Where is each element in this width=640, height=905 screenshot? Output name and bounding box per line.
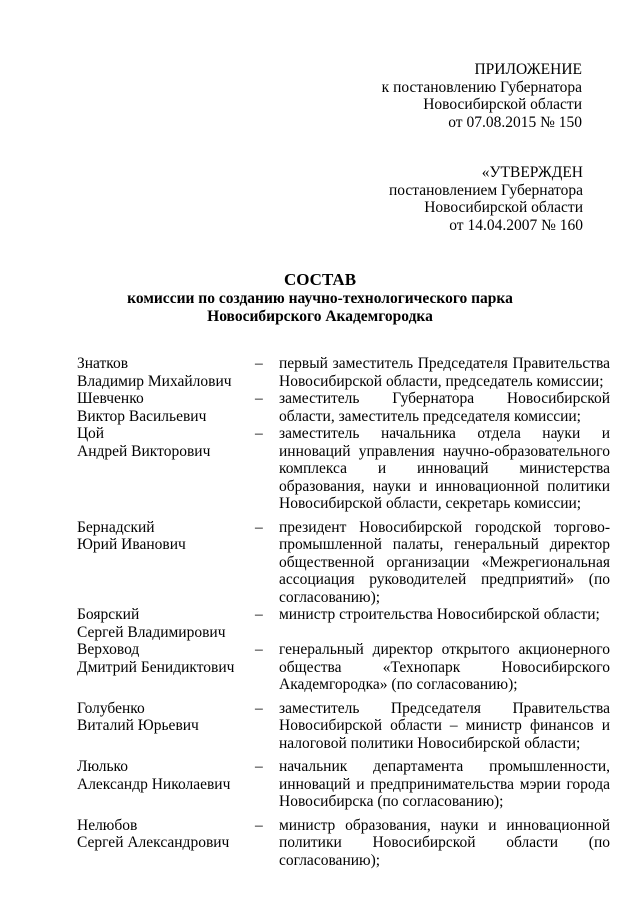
approved-line: Новосибирской области bbox=[424, 199, 583, 216]
member-name bbox=[77, 758, 255, 811]
approved-line: постановлением Губернатора bbox=[388, 181, 583, 199]
document-subtitle: Новосибирского Академгородка bbox=[207, 307, 433, 325]
member-given-name: Юрий Иванович bbox=[77, 536, 186, 553]
dash-separator: – bbox=[255, 425, 263, 442]
member-role: генеральный директор открытого акционерного общества «Технопарк Новосибирского Академгородка» (по согласованию); bbox=[279, 641, 610, 693]
annex-date-number: от 07.08.2015 № 150 bbox=[448, 113, 582, 131]
member-name bbox=[77, 425, 255, 513]
member-name bbox=[77, 700, 255, 753]
document-title-block bbox=[0, 270, 640, 325]
member-name bbox=[77, 606, 255, 641]
member-entry bbox=[77, 355, 610, 390]
member-surname: Знатков bbox=[77, 355, 129, 372]
annex-block bbox=[382, 61, 582, 131]
dash-separator: – bbox=[255, 390, 263, 407]
member-name bbox=[77, 519, 255, 607]
document-heading: СОСТАВ bbox=[283, 270, 357, 289]
dash-separator: – bbox=[255, 355, 263, 372]
member-name bbox=[77, 817, 255, 870]
member-role: заместитель начальника отдела науки и инноваций управления научно-образовательного комплекса и инноваций министерства образования, науки и инновационной политики Новосибирской области, секретарь комиссии; bbox=[279, 425, 610, 512]
member-surname: Люлько bbox=[77, 758, 129, 775]
member-entry bbox=[77, 817, 610, 870]
member-entry bbox=[77, 425, 610, 513]
member-entry bbox=[77, 758, 610, 811]
member-role: президент Новосибирской городской торгово-промышленной палаты, генеральный директор общественной организации «Межрегиональная ассоциация руководителей предприятий» (по согласованию); bbox=[279, 518, 610, 606]
member-surname: Нелюбов bbox=[77, 816, 138, 834]
member-surname: Боярский bbox=[77, 606, 140, 623]
dash-separator: – bbox=[255, 606, 263, 623]
dash-separator: – bbox=[255, 699, 263, 717]
member-role: заместитель Губернатора Новосибирской области, заместитель председателя комиссии; bbox=[279, 390, 610, 425]
member-name bbox=[77, 355, 255, 390]
member-role: первый заместитель Председателя Правительства Новосибирской области, председатель комиссии; bbox=[279, 355, 610, 390]
member-given-name: Александр Николаевич bbox=[77, 775, 231, 793]
member-given-name: Сергей Александрович bbox=[77, 834, 230, 851]
annex-line: Новосибирской области bbox=[423, 96, 582, 113]
member-role: министр строительства Новосибирской области; bbox=[279, 606, 600, 623]
approved-block bbox=[389, 164, 583, 234]
member-role: министр образования, науки и инновационной политики Новосибирской области (по согласованию); bbox=[279, 816, 610, 869]
document-subtitle: комиссии по созданию научно-технологического парка bbox=[127, 290, 513, 307]
member-surname: Голубенко bbox=[77, 699, 145, 717]
annex-title: ПРИЛОЖЕНИЕ bbox=[474, 61, 582, 78]
member-surname: Шевченко bbox=[77, 390, 144, 407]
member-entry bbox=[77, 606, 610, 641]
member-surname: Верховод bbox=[77, 641, 140, 658]
members-list bbox=[77, 355, 610, 869]
dash-separator: – bbox=[255, 518, 263, 536]
dash-separator: – bbox=[255, 641, 263, 658]
member-given-name: Виктор Васильевич bbox=[77, 407, 207, 425]
member-surname: Бернадский bbox=[77, 518, 155, 536]
member-surname: Цой bbox=[77, 425, 105, 442]
member-given-name: Андрей Викторович bbox=[77, 442, 211, 460]
member-entry bbox=[77, 641, 610, 694]
member-role: начальник департамента промышленности, инноваций и предпринимательства мэрии города Новосибирска (по согласованию); bbox=[279, 758, 610, 810]
approved-date-number: от 14.04.2007 № 160 bbox=[449, 216, 583, 234]
annex-line: к постановлению Губернатора bbox=[381, 78, 582, 96]
member-given-name: Виталий Юрьевич bbox=[77, 717, 199, 734]
member-entry bbox=[77, 519, 610, 607]
member-name bbox=[77, 390, 255, 425]
dash-separator: – bbox=[255, 816, 263, 834]
approved-title: «УТВЕРЖДЕН bbox=[481, 164, 583, 181]
member-given-name: Владимир Михайлович bbox=[77, 372, 232, 390]
dash-separator: – bbox=[255, 758, 263, 775]
member-given-name: Сергей Владимирович bbox=[77, 623, 226, 641]
member-role: заместитель Председателя Правительства Новосибирской области – министр финансов и налоговой политики Новосибирской области; bbox=[279, 699, 610, 752]
member-entry bbox=[77, 390, 610, 425]
member-name bbox=[77, 641, 255, 694]
member-entry bbox=[77, 700, 610, 753]
member-given-name: Дмитрий Бенидиктович bbox=[77, 658, 235, 676]
